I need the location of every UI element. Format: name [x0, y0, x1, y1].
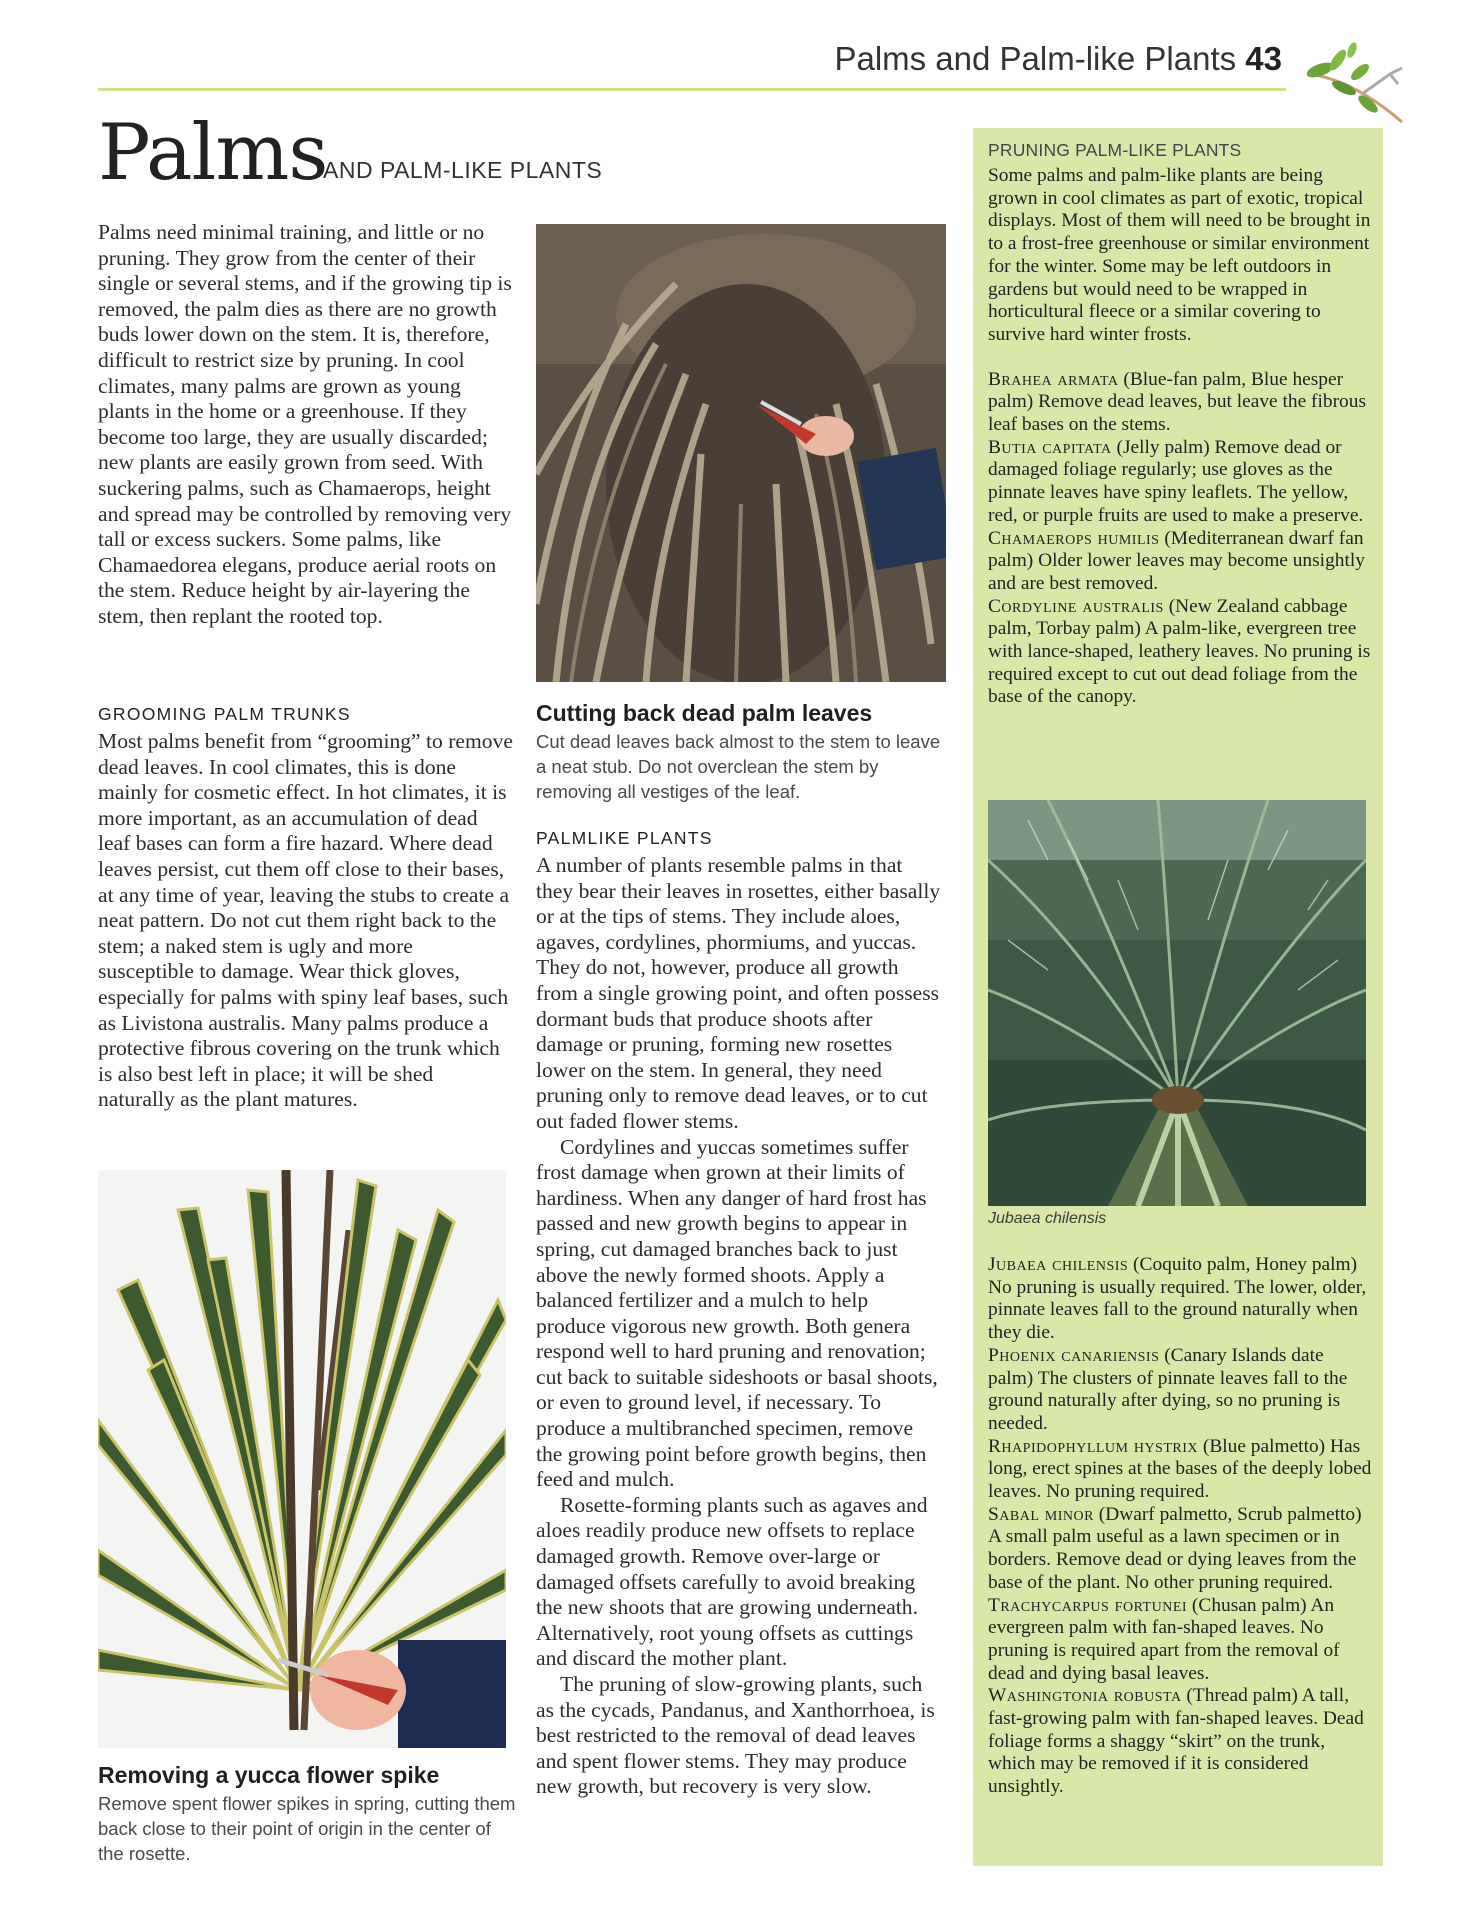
sidebar-entry — [988, 1345, 1373, 1436]
yucca-caption-text: Remove spent flower spikes in spring, cutting them back close to their point of origin in the center of the rosette. — [98, 1793, 516, 1864]
yucca-caption — [98, 1762, 518, 1866]
palmlike-paragraph-1: A number of plants resemble palms in that they bear their leaves in rosettes, either basally or at the tips of stems. They include aloes, agaves, cordylines, phormiums, and yuccas. They do not, however, produce all growth from a single growing point, and often possess dormant buds that produce shoots after damage or pruning, forming new rosettes lower on the stem. In general, they need pruning only to remove dead leaves, or to cut out faded flower stems. — [536, 853, 941, 1133]
sidebar-entries-bottom — [988, 1254, 1373, 1799]
plant-notes: (Mediterranean dwarf fan palm) Older lower leaves may become unsightly and are best removed. — [988, 527, 1365, 594]
sidebar-top — [988, 140, 1373, 709]
plant-name: Jubaea chilensis — [988, 1254, 1129, 1275]
sidebar-entry — [988, 1504, 1373, 1595]
plant-notes: (Chusan palm) An evergreen palm with fan-shaped leaves. No pruning is required apart from the removal of dead and dying basal leaves. — [988, 1594, 1340, 1684]
page-subtitle: AND PALM-LIKE PLANTS — [323, 157, 603, 183]
palm-caption — [536, 700, 946, 804]
plant-name: Washingtonia robusta — [988, 1685, 1182, 1707]
plant-name: Phoenix canariensis — [988, 1344, 1160, 1366]
palm-caption-title: Cutting back dead palm leaves — [536, 700, 873, 726]
plant-name: Trachycarpus fortunei — [988, 1594, 1188, 1616]
palmlike-paragraph-3: Rosette-forming plants such as agaves and aloes readily produce new offsets to replace damaged growth. Remove over-large or damaged offsets carefully to avoid breaking the new shoots that are growing underneath. Alternatively, root young offsets as cuttings and discard the mother plant. — [536, 1492, 928, 1671]
grooming-heading: GROOMING PALM TRUNKS — [98, 704, 351, 724]
plant-notes: (Coquito palm, Honey palm) No pruning is usually required. The lower, older, pinnate leaves fall to the ground naturally when they die. — [988, 1254, 1367, 1344]
leaf-branch-icon — [1302, 34, 1414, 124]
sidebar-entry — [988, 1254, 1373, 1345]
page-title: Palms — [98, 108, 328, 198]
sidebar-entry — [988, 369, 1373, 437]
plant-name: Rhapidophyllum hystrix — [988, 1435, 1199, 1457]
intro-paragraph: Palms need minimal training, and little or no pruning. They grow from the center of their single or several stems, and if the growing tip is removed, the palm dies as there are no growth buds lower down on the stem. It is, therefore, difficult to restrict size by pruning. In cool climates, many palms are grown as young plants in the home or a greenhouse. If they become too large, they are usually discarded; new plants are easily grown from seed. With suckering palms, such as Chamaerops, height and spread may be controlled by removing very tall or excess suckers. Some palms, like Chamaedorea elegans, produce aerial roots on the stem. Reduce height by air-layering the stem, then replant the rooted top. — [98, 220, 512, 628]
jubaea-photo — [988, 800, 1366, 1206]
header-rule — [98, 88, 1286, 91]
sidebar-entry — [988, 596, 1373, 710]
sidebar-entries-top — [988, 369, 1373, 710]
plant-notes: (Thread palm) A tall, fast-growing palm with fan-shaped leaves. Dead foliage forms a shaggy “skirt” on the trunk, which may be removed if it is considered unsightly. — [988, 1685, 1364, 1798]
plant-notes: (Canary Islands date palm) The clusters of pinnate leaves fall to the ground naturally after dying, so no pruning is needed. — [988, 1344, 1348, 1434]
jubaea-photo-caption: Jubaea chilensis — [988, 1210, 1107, 1227]
plant-notes: (New Zealand cabbage palm, Torbay palm) A palm-like, evergreen tree with lance-shaped, leathery leaves. No pruning is required except to cut out dead foliage from the base of the canopy. — [988, 595, 1371, 708]
sidebar-heading: PRUNING PALM-LIKE PLANTS — [988, 140, 1242, 160]
yucca-caption-title: Removing a yucca flower spike — [98, 1762, 440, 1788]
palmlike-paragraph-4: The pruning of slow-growing plants, such as the cycads, Pandanus, and Xanthorrhoea, is best restricted to the removal of dead leaves and spent flower stems. They may produce new growth, but recovery is very slow. — [536, 1672, 935, 1799]
plant-name: Butia capitata — [988, 436, 1112, 458]
page-number: 43 — [1245, 40, 1282, 77]
sidebar-entry — [988, 528, 1373, 596]
palmlike-section — [536, 828, 941, 1800]
intro-section — [98, 220, 513, 630]
running-head — [0, 40, 1282, 78]
sidebar-intro: Some palms and palm-like plants are being grown in cool climates as part of exotic, tropical displays. Most of them will need to be brought in to a frost-free greenhouse or similar environment for the winter. Some may be left outdoors in gardens but would need to be wrapped in horticultural fleece or a similar covering to survive hard winter frosts. — [988, 165, 1371, 345]
grooming-section — [98, 704, 513, 1113]
sidebar-entry — [988, 1595, 1373, 1686]
plant-notes: (Dwarf palmetto, Scrub palmetto) A small palm useful as a lawn specimen or in borders. Remove dead or dying leaves from the base of the plant. No other pruning required. — [988, 1503, 1362, 1593]
grooming-paragraph: Most palms benefit from “grooming” to remove dead leaves. In cool climates, this is done mainly for cosmetic effect. In hot climates, it is more important, as an accumulation of dead leaf bases can form a fire hazard. Where dead leaves persist, cut them off close to their bases, at any time of year, leaving the stubs to create a neat pattern. Do not cut them right back to the stem; a naked stem is ugly and more susceptible to damage. Wear thick gloves, especially for palms with spiny leaf bases, such as Livistona australis. Many palms produce a protective fibrous covering on the trunk which is also best left in place; it will be shed naturally as the plant matures. — [98, 729, 513, 1112]
yucca-photo — [98, 1170, 506, 1748]
palm-trunk-photo — [536, 224, 946, 682]
palm-caption-text: Cut dead leaves back almost to the stem to leave a neat stub. Do not overclean the stem by removing all vestiges of the leaf. — [536, 731, 941, 802]
plant-notes: (Blue-fan palm, Blue hesper palm) Remove dead leaves, but leave the fibrous leaf bases on the stems. — [988, 368, 1366, 436]
plant-name: Cordyline australis — [988, 595, 1164, 617]
plant-name: Chamaerops humilis — [988, 527, 1160, 549]
plant-name: Sabal minor — [988, 1503, 1094, 1525]
plant-notes: (Blue palmetto) Has long, erect spines at the bases of the deeply lobed leaves. No pruning required. — [988, 1435, 1372, 1503]
palmlike-heading: PALMLIKE PLANTS — [536, 828, 713, 848]
running-title: Palms and Palm-like Plants — [834, 40, 1237, 77]
sidebar-entry — [988, 437, 1373, 528]
sidebar-entry — [988, 1685, 1373, 1799]
sidebar-entry — [988, 1436, 1373, 1504]
plant-notes: (Jelly palm) Remove dead or damaged foliage regularly; use gloves as the pinnate leaves have spiny leaflets. The yellow, red, or purple fruits are used to make a preserve. — [988, 436, 1364, 526]
palmlike-paragraph-2: Cordylines and yuccas sometimes suffer frost damage when grown at their limits of hardiness. When any danger of hard frost has passed and new growth begins to appear in spring, cut damaged branches back to just above the newly formed shoots. Apply a balanced fertilizer and a mulch to help produce vigorous new growth. Both genera respond well to hard pruning and renovation; cut back to suitable sideshoots or basal shoots, or even to ground level, if necessary. To produce a multibranched specimen, remove the growing point before growth begins, then feed and mulch. — [536, 1134, 938, 1492]
plant-name: Brahea armata — [988, 368, 1119, 390]
